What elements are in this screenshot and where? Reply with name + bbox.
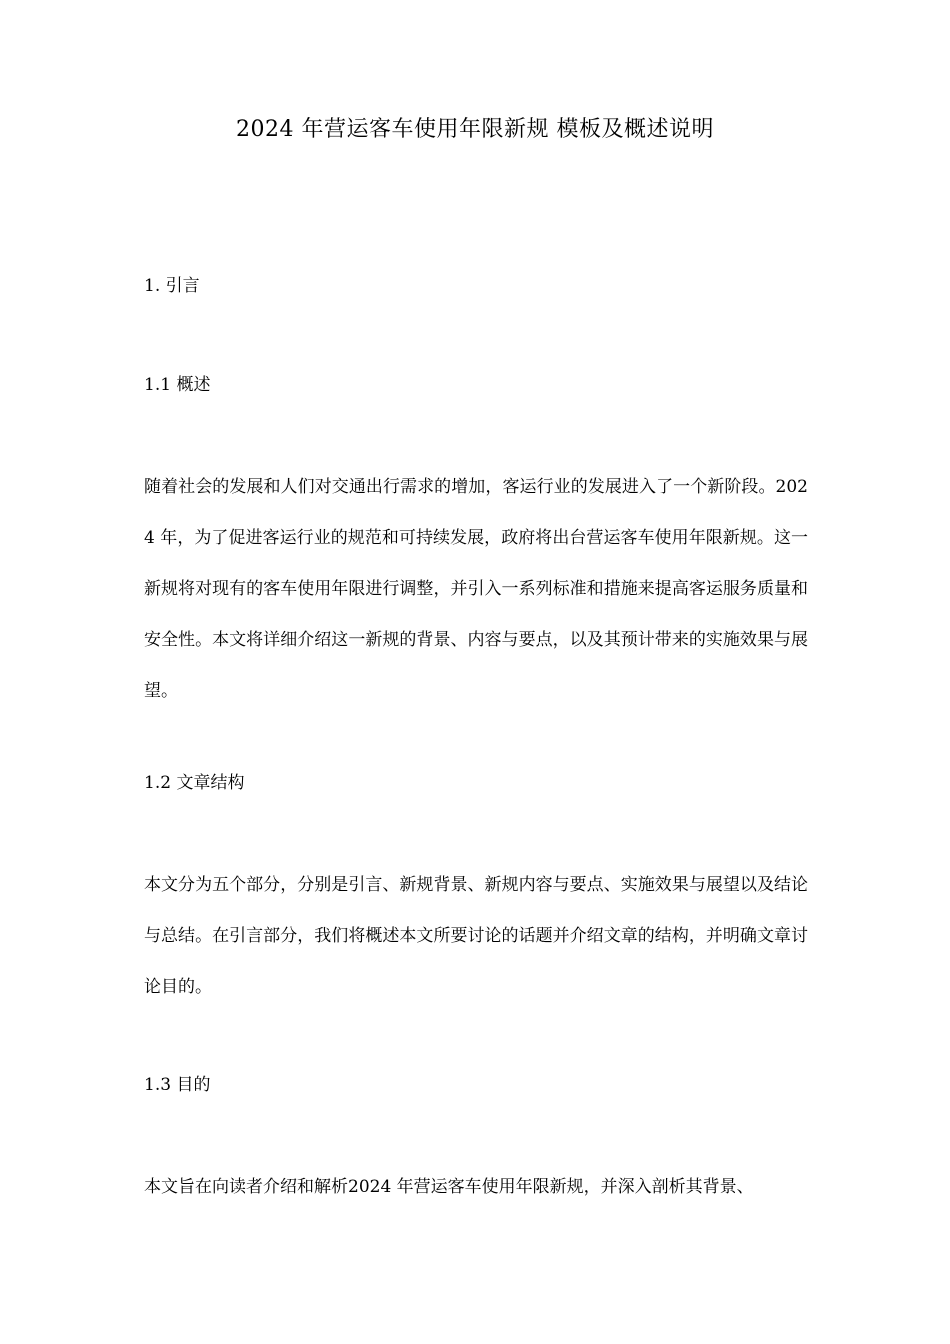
article-structure-paragraph: 本文分为五个部分，分别是引言、新规背景、新规内容与要点、实施效果与展望以及结论与总结。在引言部分，我们将概述本文所要讨论的话题并介绍文章的结构，并明确文章讨论目的。 <box>144 875 808 997</box>
section-heading-purpose: 1.3 目的 <box>144 1075 211 1095</box>
section-heading-article-structure: 1.2 文章结构 <box>144 773 245 793</box>
overview-paragraph: 随着社会的发展和人们对交通出行需求的增加，客运行业的发展进入了一个新阶段。2024 年，为了促进客运行业的规范和可持续发展，政府将出台营运客车使用年限新规。这一新规将对现有的客车使用年限进行调整，并引入一系列标准和措施来提高客运服务质量和安全性。本文将详细介绍这一新规的背景、内容与要点，以及其预计带来的实施效果与展望。 <box>144 477 808 701</box>
document-title: 2024 年营运客车使用年限新规 模板及概述说明 <box>236 117 714 142</box>
purpose-paragraph: 本文旨在向读者介绍和解析2024 年营运客车使用年限新规，并深入剖析其背景、 <box>144 1177 754 1197</box>
section-heading-overview: 1.1 概述 <box>144 375 211 395</box>
section-heading-introduction: 1. 引言 <box>144 276 200 296</box>
